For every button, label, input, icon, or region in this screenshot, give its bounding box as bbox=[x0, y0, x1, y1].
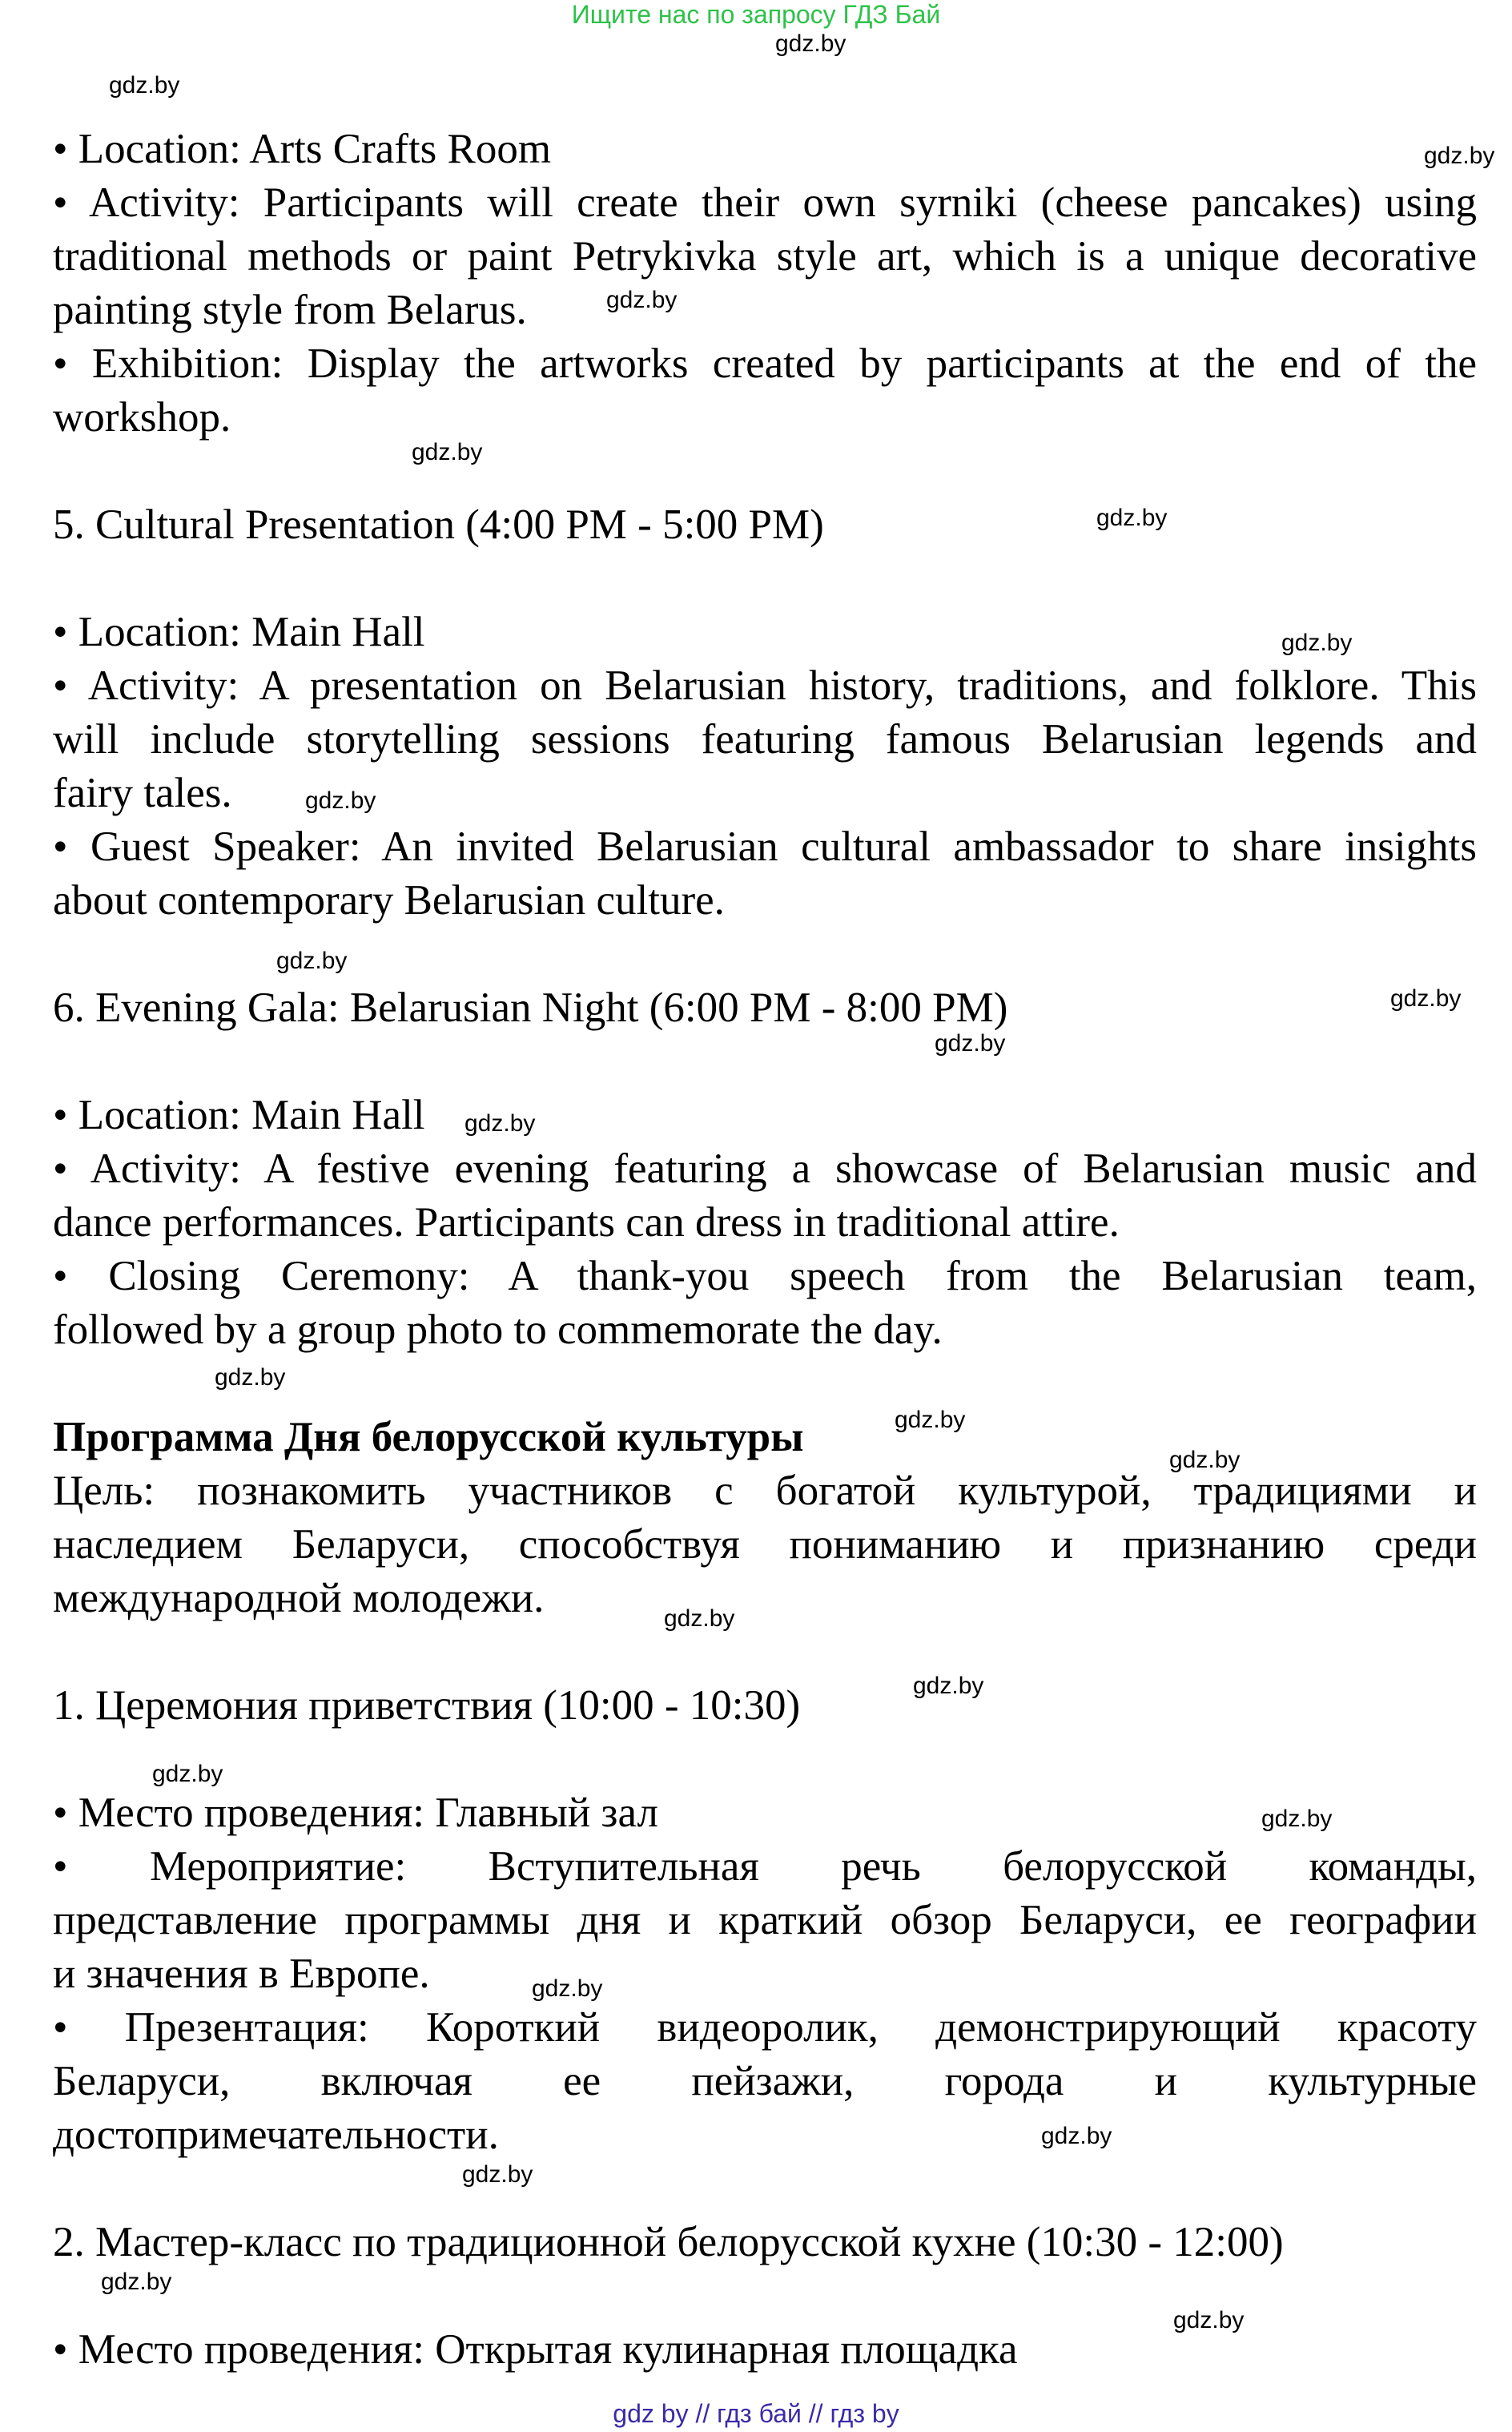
text-line: workshop. bbox=[53, 394, 231, 441]
bullet-location: • Location: Main Hall bbox=[53, 1092, 425, 1138]
watermark: gdz.by bbox=[913, 1673, 984, 1699]
top-banner: Ищите нас по запросу ГДЗ Бай bbox=[571, 0, 941, 29]
bullet-location: • Место проведения: Открытая кулинарная площадка bbox=[53, 2326, 1018, 2373]
watermark: gdz.by bbox=[215, 1364, 286, 1391]
watermark: gdz.by bbox=[1041, 2123, 1112, 2149]
watermark: gdz.by bbox=[1173, 2307, 1245, 2333]
bullet-guest-speaker: • Guest Speaker: An invited Belarusian cultural ambassador to share insights bbox=[53, 823, 1477, 870]
watermark: gdz.by bbox=[1424, 143, 1495, 169]
text-line: Беларуси, включая ее пейзажи, города и культурные bbox=[53, 2058, 1477, 2104]
bullet-closing-ceremony: • Closing Ceremony: A thank-you speech from the Belarusian team, bbox=[53, 1253, 1477, 1299]
text-line: fairy tales. bbox=[53, 770, 232, 816]
goal-text: Цель: познакомить участников с богатой культурой, традициями и bbox=[53, 1468, 1477, 1514]
bullet-exhibition: • Exhibition: Display the artworks created by participants at the end of the bbox=[53, 340, 1477, 387]
watermark: gdz.by bbox=[775, 30, 846, 57]
watermark: gdz.by bbox=[895, 1407, 966, 1433]
program-title: Программа Дня белорусской культуры bbox=[53, 1414, 804, 1460]
watermark: gdz.by bbox=[101, 2269, 172, 2295]
section-heading-5: 5. Cultural Presentation (4:00 PM - 5:00 PM) bbox=[53, 501, 824, 548]
text-line: и значения в Европе. bbox=[53, 1951, 430, 1997]
watermark: gdz.by bbox=[1390, 985, 1462, 1012]
watermark: gdz.by bbox=[1096, 505, 1168, 531]
watermark: gdz.by bbox=[464, 1110, 536, 1137]
watermark: gdz.by bbox=[276, 948, 348, 974]
watermark: gdz.by bbox=[462, 2161, 533, 2188]
bullet-location: • Место проведения: Главный зал bbox=[53, 1790, 658, 1836]
watermark: gdz.by bbox=[1169, 1447, 1241, 1473]
watermark: gdz.by bbox=[1261, 1806, 1333, 1832]
bullet-activity: • Activity: Participants will create their own syrniki (cheese pancakes) using bbox=[53, 179, 1477, 226]
text-line: traditional methods or paint Petrykivka style art, which is a unique decorative bbox=[53, 233, 1477, 280]
watermark: gdz.by bbox=[412, 439, 483, 465]
text-line: will include storytelling sessions featuring famous Belarusian legends and bbox=[53, 716, 1477, 763]
bullet-activity: • Activity: A presentation on Belarusian history, traditions, and folklore. This bbox=[53, 662, 1477, 709]
bullet-presentation: • Презентация: Короткий видеоролик, демонстрирующий красоту bbox=[53, 2004, 1477, 2051]
watermark: gdz.by bbox=[606, 287, 678, 313]
watermark: gdz.by bbox=[532, 1975, 603, 2002]
text-line: painting style from Belarus. bbox=[53, 287, 527, 333]
section-heading-1: 1. Церемония приветствия (10:00 - 10:30) bbox=[53, 1682, 801, 1729]
watermark: gdz.by bbox=[109, 72, 180, 99]
section-heading-2: 2. Мастер-класс по традиционной белорусской кухне (10:30 - 12:00) bbox=[53, 2219, 1284, 2265]
section-heading-6: 6. Evening Gala: Belarusian Night (6:00 PM - 8:00 PM) bbox=[53, 984, 1008, 1031]
text-line: достопримечательности. bbox=[53, 2112, 499, 2158]
bullet-location: • Location: Arts Crafts Room bbox=[53, 126, 552, 172]
bullet-activity: • Мероприятие: Вступительная речь белорусской команды, bbox=[53, 1843, 1477, 1890]
footer-links[interactable]: gdz by // гдз бай // гдз by bbox=[613, 2399, 899, 2428]
text-line: наследием Беларуси, способствуя пониманию и признанию среди bbox=[53, 1521, 1477, 1568]
text-line: dance performances. Participants can dress in traditional attire. bbox=[53, 1199, 1120, 1246]
watermark: gdz.by bbox=[305, 787, 376, 814]
text-line: представление программы дня и краткий обзор Беларуси, ее географии bbox=[53, 1897, 1477, 1943]
bullet-location: • Location: Main Hall bbox=[53, 609, 425, 655]
text-line: about contemporary Belarusian culture. bbox=[53, 877, 725, 924]
watermark: gdz.by bbox=[664, 1605, 735, 1632]
watermark: gdz.by bbox=[152, 1761, 223, 1787]
watermark: gdz.by bbox=[935, 1030, 1006, 1057]
watermark: gdz.by bbox=[1281, 630, 1353, 656]
text-line: followed by a group photo to commemorate the day. bbox=[53, 1307, 943, 1353]
bullet-activity: • Activity: A festive evening featuring a showcase of Belarusian music and bbox=[53, 1146, 1477, 1192]
text-line: международной молодежи. bbox=[53, 1575, 545, 1621]
